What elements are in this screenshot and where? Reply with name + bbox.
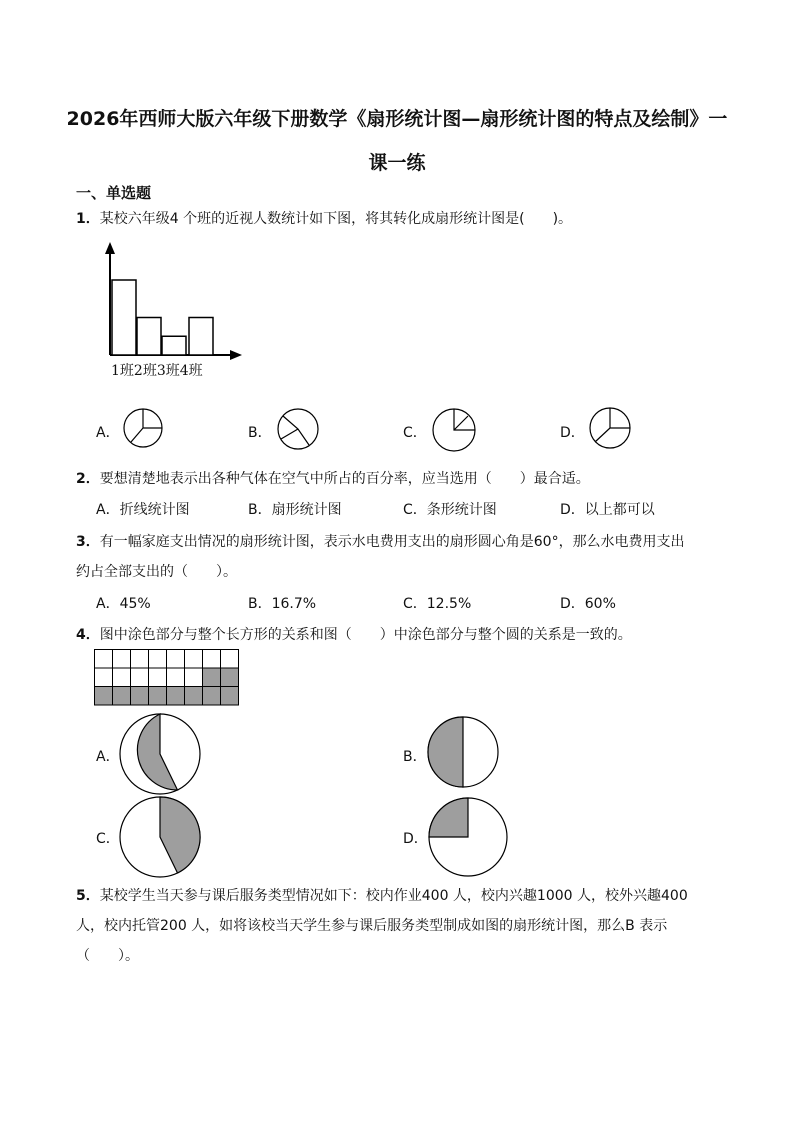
- q4-option-d-pie: [428, 797, 508, 877]
- grid-cell: [203, 650, 221, 669]
- q2-option-b[interactable]: B．扇形统计图: [248, 502, 342, 518]
- question-number: 2．: [76, 471, 100, 487]
- q1-option-d-label[interactable]: D．: [560, 425, 585, 441]
- page-title-continued: 课一练: [368, 152, 426, 174]
- grid-cell: [167, 650, 185, 669]
- grid-cell: [95, 650, 113, 669]
- q4-option-a-label[interactable]: A．: [96, 749, 120, 765]
- grid-cell: [131, 650, 149, 669]
- q1-option-c-pie: [432, 408, 476, 452]
- page-title: 2026年西师大版六年级下册数学《扇形统计图—扇形统计图的特点及绘制》一: [66, 108, 728, 130]
- question-3-continued: 约占全部支出的（ ）。: [76, 564, 237, 580]
- grid-cell-shaded: [95, 687, 113, 706]
- grid-cell-shaded: [167, 687, 185, 706]
- question-number: 3．: [76, 534, 100, 550]
- grid-cell: [113, 668, 131, 687]
- q3-option-b[interactable]: B．16.7%: [248, 596, 317, 612]
- grid-cell: [167, 668, 185, 687]
- q1-option-a-pie: [123, 408, 163, 448]
- question-text: 图中涂色部分与整个长方形的关系和图（ ）中涂色部分与整个圆的关系是一致的。: [99, 627, 632, 643]
- question-number: 1．: [76, 211, 100, 227]
- section-heading: 一、单选题: [76, 184, 152, 202]
- q1-option-d-pie: [589, 407, 631, 449]
- grid-cell-shaded: [185, 687, 203, 706]
- grid-cell: [113, 650, 131, 669]
- x-axis-arrow: [230, 350, 242, 360]
- bar-label-1: 1班: [111, 363, 134, 379]
- grid-cell-shaded: [203, 687, 221, 706]
- grid-cell-shaded: [221, 668, 239, 687]
- bar-4: [189, 318, 213, 356]
- question-text: 某校学生当天参与课后服务类型情况如下：校内作业400 人，校内兴趣1000 人，校外兴趣400: [99, 888, 688, 904]
- bar-category-labels: [111, 360, 203, 380]
- bar-label-4: 4班: [179, 363, 203, 379]
- q1-option-b-pie: [277, 408, 319, 450]
- question-5-blank: （ ）。: [76, 948, 139, 964]
- question-2: [76, 468, 590, 488]
- question-text: 要想清楚地表示出各种气体在空气中所占的百分率，应当选用（ ）最合适。: [99, 471, 590, 487]
- q4-option-a-pie: [119, 713, 201, 795]
- q4-option-b-pie: [427, 716, 499, 788]
- q4-option-d-label[interactable]: D．: [403, 831, 428, 847]
- bar-label-2: 2班: [133, 363, 157, 379]
- q1-option-a-label[interactable]: A．: [96, 425, 120, 441]
- question-1: [76, 208, 572, 228]
- q3-option-d[interactable]: D．60%: [560, 596, 616, 612]
- question-4: [76, 624, 632, 644]
- grid-cell: [185, 668, 203, 687]
- grid-cell: [185, 650, 203, 669]
- question-text: 有一幅家庭支出情况的扇形统计图，表示水电费用支出的扇形圆心角是60°，那么水电费用支出: [99, 534, 685, 550]
- question-number: 5．: [76, 888, 100, 904]
- q4-option-b-label[interactable]: B．: [403, 749, 427, 765]
- grid-cell-shaded: [131, 687, 149, 706]
- grid-cell: [149, 668, 167, 687]
- grid-cell: [95, 668, 113, 687]
- q4-option-c-label[interactable]: C．: [96, 831, 120, 847]
- question-number: 4．: [76, 627, 100, 643]
- q1-option-b-label[interactable]: B．: [248, 425, 272, 441]
- bar-label-3: 3班: [156, 363, 180, 379]
- grid-cell: [221, 650, 239, 669]
- question-text: 某校六年级4 个班的近视人数统计如下图，将其转化成扇形统计图是( )。: [99, 211, 573, 227]
- bar-2: [137, 318, 161, 356]
- q1-option-c-label[interactable]: C．: [403, 425, 427, 441]
- bar-1: [112, 280, 136, 355]
- bar-3: [162, 336, 186, 355]
- q3-option-a[interactable]: A．45%: [96, 596, 151, 612]
- grid-cell-shaded: [203, 668, 221, 687]
- q3-option-c[interactable]: C．12.5%: [403, 596, 472, 612]
- shaded-grid-rectangle: [94, 649, 240, 707]
- grid-cell-shaded: [113, 687, 131, 706]
- q2-option-a[interactable]: A．折线统计图: [96, 502, 190, 518]
- question-5-continued: 人，校内托管200 人，如将该校当天学生参与课后服务类型制成如图的扇形统计图，那么B 表示: [76, 918, 668, 934]
- question-3: [76, 531, 685, 551]
- q2-option-d[interactable]: D．以上都可以: [560, 502, 655, 518]
- q4-option-c-pie: [119, 796, 201, 878]
- grid-cell-shaded: [149, 687, 167, 706]
- y-axis-arrow: [105, 242, 115, 254]
- grid-cell: [131, 668, 149, 687]
- grid-cell-shaded: [221, 687, 239, 706]
- q2-option-c[interactable]: C．条形统计图: [403, 502, 497, 518]
- question-5: [76, 885, 688, 905]
- grid-cell: [149, 650, 167, 669]
